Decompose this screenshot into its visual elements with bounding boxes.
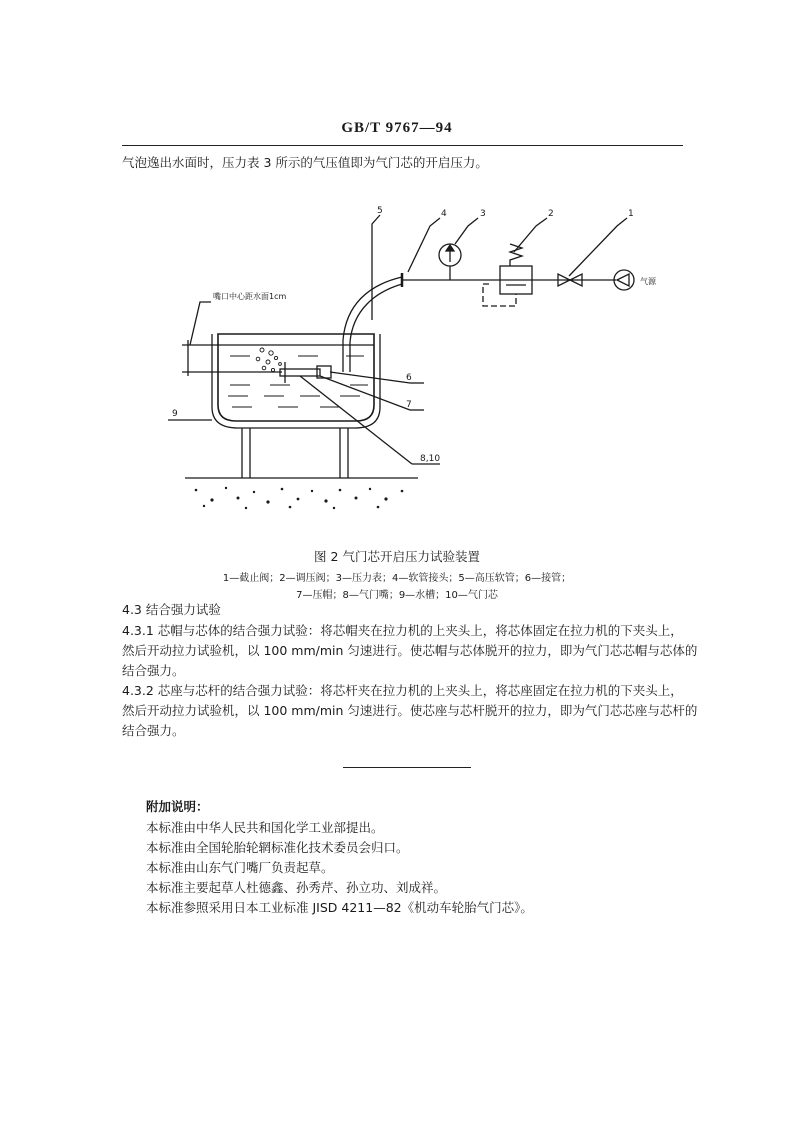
distance-label: 嘴口中心距水面1cm bbox=[213, 292, 287, 301]
figure-caption: 图 2 气门芯开启压力试验装置 bbox=[314, 549, 480, 564]
figure-legend-line-2: 7—压帽；8—气门嘴；9—水槽；10—气门芯 bbox=[296, 590, 498, 601]
section-4-3-1-line-3: 结合强力。 bbox=[122, 663, 185, 678]
regulating-valve-spring bbox=[510, 244, 522, 266]
valve-stem-in-water bbox=[280, 369, 320, 376]
callout-5-leader bbox=[372, 215, 380, 320]
air-bubbles bbox=[256, 348, 281, 372]
section-4-3-2-line-3: 结合强力。 bbox=[122, 723, 185, 738]
gauge-needle-tip bbox=[446, 245, 454, 251]
callout-7: 7 bbox=[406, 400, 412, 410]
section-4-3-2-line-1: 4.3.2 芯座与芯杆的结合强力试验：将芯杆夹在拉力机的上夹头上，将芯座固定在拉力机的下夹头上， bbox=[122, 683, 683, 698]
water-tank-outer-wall bbox=[212, 334, 380, 428]
ground-texture bbox=[195, 487, 404, 509]
intro-paragraph: 气泡逸出水面时，压力表 3 所示的气压值即为气门芯的开启压力。 bbox=[122, 155, 488, 170]
appendix-line-1: 本标准由中华人民共和国化学工业部提出。 bbox=[146, 820, 384, 835]
section-4-3-1-line-2: 然后开动拉力试验机，以 100 mm/min 匀速进行。使芯帽与芯体脱开的拉力，即为气门芯芯帽与芯体的 bbox=[122, 643, 698, 658]
callout-8-10: 8,10 bbox=[420, 454, 441, 464]
test-apparatus-figure bbox=[0, 0, 794, 540]
section-4-3-2-line-2: 然后开动拉力试验机，以 100 mm/min 匀速进行。使芯座与芯杆脱开的拉力，即为气门芯芯座与芯杆的 bbox=[122, 703, 698, 718]
callout-2: 2 bbox=[548, 209, 554, 219]
callout-5: 5 bbox=[377, 206, 383, 216]
callout-4: 4 bbox=[441, 209, 447, 219]
callout-1-leader bbox=[569, 218, 627, 276]
high-pressure-hose-inner bbox=[350, 284, 402, 372]
gas-source-symbol bbox=[617, 274, 629, 286]
callout-6: 6 bbox=[406, 373, 412, 383]
water-hatching bbox=[228, 356, 368, 407]
callout-1: 1 bbox=[628, 209, 634, 219]
callout-3: 3 bbox=[480, 209, 486, 219]
callout-4-leader bbox=[408, 218, 440, 272]
appendix-line-2: 本标准由全国轮胎轮辋标准化技术委员会归口。 bbox=[146, 840, 409, 855]
section-4-3-heading: 4.3 结合强力试验 bbox=[122, 602, 221, 617]
end-rule bbox=[343, 767, 471, 768]
standard-code-header: GB/T 9767—94 bbox=[341, 120, 453, 136]
figure-legend-line-1: 1—截止阀；2—调压阀；3—压力表；4—软管接头；5—高压软管；6—接管； bbox=[222, 573, 572, 584]
section-4-3-1-line-1: 4.3.1 芯帽与芯体的结合强力试验：将芯帽夹在拉力机的上夹头上，将芯体固定在拉力机的下夹头上， bbox=[122, 623, 683, 638]
appendix-line-4: 本标准主要起草人杜德鑫、孙秀芹、孙立功、刘成祥。 bbox=[146, 880, 447, 895]
callout-9: 9 bbox=[172, 409, 178, 419]
appendix-line-3: 本标准由山东气门嘴厂负责起草。 bbox=[146, 860, 334, 875]
appendix-line-5: 本标准参照采用日本工业标准 JISD 4211—82《机动车轮胎气门芯》。 bbox=[146, 900, 533, 915]
distance-label-leader bbox=[190, 302, 211, 345]
gas-source-label: 气源 bbox=[640, 277, 656, 286]
callout-3-leader bbox=[455, 218, 478, 244]
appendix-title: 附加说明： bbox=[146, 799, 209, 814]
callout-6-leader bbox=[330, 372, 410, 383]
